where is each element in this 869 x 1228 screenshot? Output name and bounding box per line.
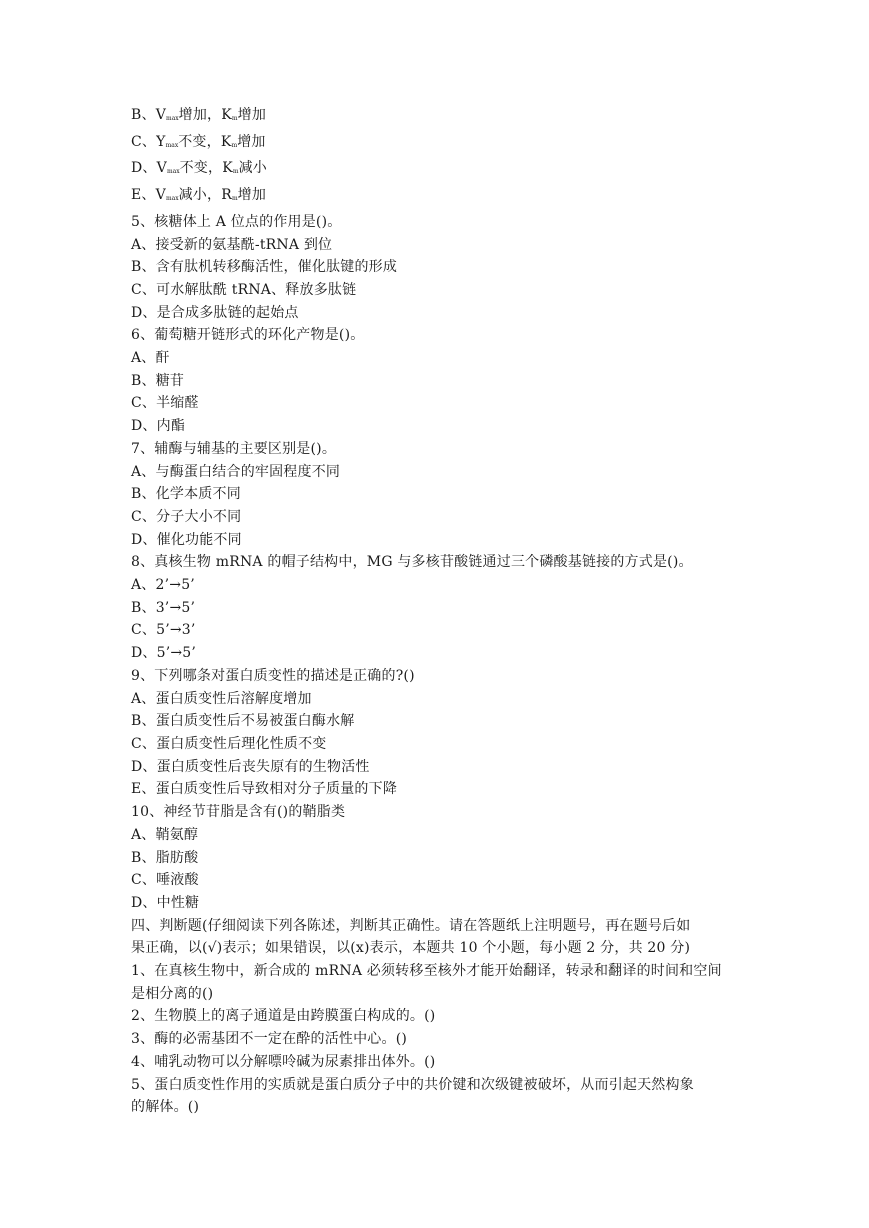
question-9-option-d: D、蛋白质变性后丧失原有的生物活性 [131, 758, 370, 775]
question-7-option-a: A、与酶蛋白结合的牢固程度不同 [131, 463, 341, 480]
question-9-stem: 9、下列哪条对蛋白质变性的描述是正确的?() [131, 667, 415, 684]
question-6-option-a: A、酐 [131, 350, 170, 367]
question-9-option-c: C、蛋白质变性后理化性质不变 [131, 735, 327, 752]
section-4-heading-line-2: 果正确，以(√)表示；如果错误，以(x)表示，本题共 10 个小题，每小题 2 分，共 20 分) [131, 940, 691, 957]
question-6-option-d: D、内酯 [131, 418, 186, 435]
question-8-option-d: D、5’→5’ [131, 645, 197, 662]
judgment-2: 2、生物膜上的离子通道是由跨膜蛋白构成的。() [131, 1008, 436, 1025]
question-10-option-a: A、鞘氨醇 [131, 826, 199, 843]
judgment-1-line-2: 是相分离的() [131, 985, 214, 1002]
judgment-5-line-2: 的解体。() [131, 1099, 200, 1116]
question-8-option-a: A、2’→5’ [131, 577, 195, 594]
question-5-option-a: A、接受新的氨基酰-tRNA 到位 [131, 236, 333, 253]
judgment-5-line-1: 5、蛋白质变性作用的实质就是蛋白质分子中的共价键和次级键被破坏，从而引起天然构象 [131, 1076, 694, 1093]
judgment-3: 3、酶的必需基团不一定在酔的活性中心。() [131, 1031, 408, 1048]
question-5-option-d: D、是合成多肽链的起始点 [131, 304, 299, 321]
question-10-option-d: D、中性糖 [131, 894, 200, 911]
question-4-option-d: D、$V_{max}$不变，$K_m$减小 [131, 160, 267, 177]
question-5-option-c: C、可水解肽酰 tRNA、释放多肽链 [131, 281, 357, 298]
judgment-4: 4、哺乳动物可以分解嘌呤碱为尿素排出体外。() [131, 1053, 436, 1070]
question-4-option-b: B、$V_{max}$增加，$K_m$增加 [131, 107, 267, 123]
question-6-stem: 6、葡萄糖开链形式的环化产物是()。 [131, 327, 365, 344]
question-9-option-e: E、蛋白质变性后导致相对分子质量的下降 [131, 781, 398, 798]
question-8-stem: 8、真核生物 mRNA 的帽子结构中，MG 与多核苷酸链通过三个磷酸基链接的方式是()。 [131, 554, 693, 571]
question-4-option-e: E、$V_{max}$减小，$R_m$增加 [131, 187, 267, 204]
question-7-stem: 7、辅酶与辅基的主要区别是()。 [131, 440, 337, 457]
question-10-option-c: C、唾液酸 [131, 872, 199, 889]
question-4-option-c: C、$Y_{max}$不变，$K_m$增加 [131, 133, 266, 150]
document-body [131, 104, 751, 1119]
question-9-option-b: B、蛋白质变性后不易被蛋白酶水解 [131, 713, 355, 730]
question-7-option-b: B、化学本质不同 [131, 486, 241, 503]
question-7-option-d: D、催化功能不同 [131, 531, 242, 548]
question-5-stem: 5、核糖体上 A 位点的作用是()。 [131, 213, 342, 230]
question-6-option-c: C、半缩醛 [131, 395, 199, 412]
question-8-option-c: C、5’→3’ [131, 622, 196, 639]
section-4-heading-line-1: 四、判断题(仔细阅读下列各陈述，判断其正确性。请在答题纸上注明题号，再在题号后如 [131, 917, 691, 934]
question-9-option-a: A、蛋白质变性后溶解度增加 [131, 690, 312, 707]
question-6-option-b: B、糖苷 [131, 372, 185, 389]
question-10-option-b: B、脂肪酸 [131, 849, 199, 866]
question-10-stem: 10、神经节苷脂是含有()的鞘脂类 [131, 804, 346, 821]
question-8-option-b: B、3’→5’ [131, 599, 196, 616]
question-7-option-c: C、分子大小不同 [131, 508, 242, 525]
question-5-option-b: B、含有肽机转移酶活性，催化肽键的形成 [131, 259, 398, 276]
judgment-1-line-1: 1、在真核生物中，新合成的 mRNA 必须转移至核外才能开始翻译，转录和翻译的时间和空间 [131, 963, 722, 980]
